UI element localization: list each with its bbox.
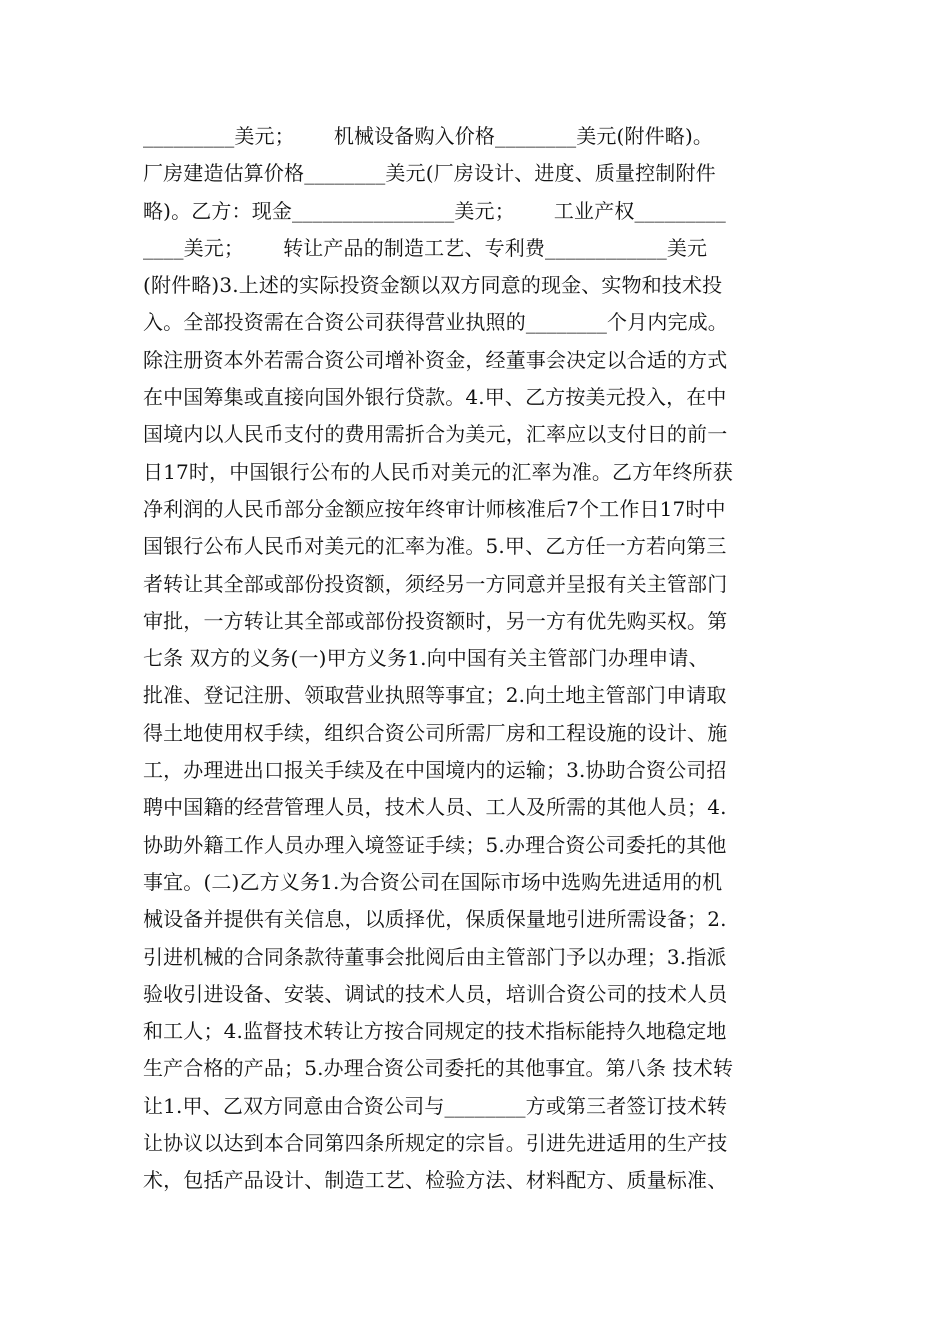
text-line: 国境内以人民币支付的费用需折合为美元，汇率应以支付日的前一 [143, 422, 728, 447]
text-line: 聘中国籍的经营管理人员，技术人员、工人及所需的其他人员；4. [143, 795, 727, 820]
text-line: 七条 双方的义务(一)甲方义务1.向中国有关主管部门办理申请、 [143, 646, 709, 671]
text-line: 厂房建造估算价格________美元(厂房设计、进度、质量控制附件 [143, 161, 716, 186]
text-line: 国银行公布人民币对美元的汇率为准。5.甲、乙方任一方若向第三 [143, 534, 727, 559]
text-line: (附件略)3.上述的实际投资金额以双方同意的现金、实物和技术投 [143, 273, 723, 298]
text-line: 术，包括产品设计、制造工艺、检验方法、材料配方、质量标准、 [143, 1168, 728, 1193]
text-line: 和工人；4.监督技术转让方按合同规定的技术指标能持久地稳定地 [143, 1019, 727, 1044]
text-line: 净利润的人民币部分金额应按年终审计师核准后7个工作日17时中 [143, 496, 726, 521]
text-line: 让协议以达到本合同第四条所规定的宗旨。引进先进适用的生产技 [143, 1131, 728, 1156]
text-line: 验收引进设备、安装、调试的技术人员，培训合资公司的技术人员 [143, 981, 728, 1006]
text-line: 审批，一方转让其全部或部份投资额时，另一方有优先购买权。第 [143, 608, 728, 633]
text-line: 生产合格的产品；5.办理合资公司委托的其他事宜。第八条 技术转 [143, 1056, 734, 1081]
text-line: 事宜。(二)乙方义务1.为合资公司在国际市场中选购先进适用的机 [143, 869, 723, 894]
text-line: 入。全部投资需在合资公司获得营业执照的________个月内完成。 [143, 310, 728, 335]
contract-body-text [143, 118, 823, 1200]
text-line: 让1.甲、乙双方同意由合资公司与________方或第三者签订技术转 [143, 1093, 728, 1118]
text-line: 日17时，中国银行公布的人民币对美元的汇率为准。乙方年终所获 [143, 459, 733, 484]
text-line: 得土地使用权手续，组织合资公司所需厂房和工程设施的设计、施 [143, 720, 728, 745]
text-line: 在中国筹集或直接向国外银行贷款。4.甲、乙方按美元投入，在中 [143, 385, 727, 410]
text-line: ____美元； 转让产品的制造工艺、专利费____________美元 [143, 235, 708, 260]
text-line: 工，办理进出口报关手续及在中国境内的运输；3.协助合资公司招 [143, 758, 727, 783]
text-line: 批准、登记注册、领取营业执照等事宜；2.向土地主管部门申请取 [143, 683, 727, 708]
text-line: _________美元； 机械设备购入价格________美元(附件略)。 [143, 124, 714, 148]
text-line: 协助外籍工作人员办理入境签证手续；5.办理合资公司委托的其他 [143, 832, 727, 857]
text-line: 械设备并提供有关信息，以质择优，保质保量地引进所需设备；2. [143, 907, 727, 932]
text-line: 者转让其全部或部份投资额，须经另一方同意并呈报有关主管部门 [143, 571, 728, 596]
text-line: 引进机械的合同条款待董事会批阅后由主管部门予以办理；3.指派 [143, 944, 727, 969]
text-line: 除注册资本外若需合资公司增补资金，经董事会决定以合适的方式 [143, 347, 728, 372]
text-line: 略)。乙方：现金________________美元； 工业产权_________ [143, 198, 726, 223]
